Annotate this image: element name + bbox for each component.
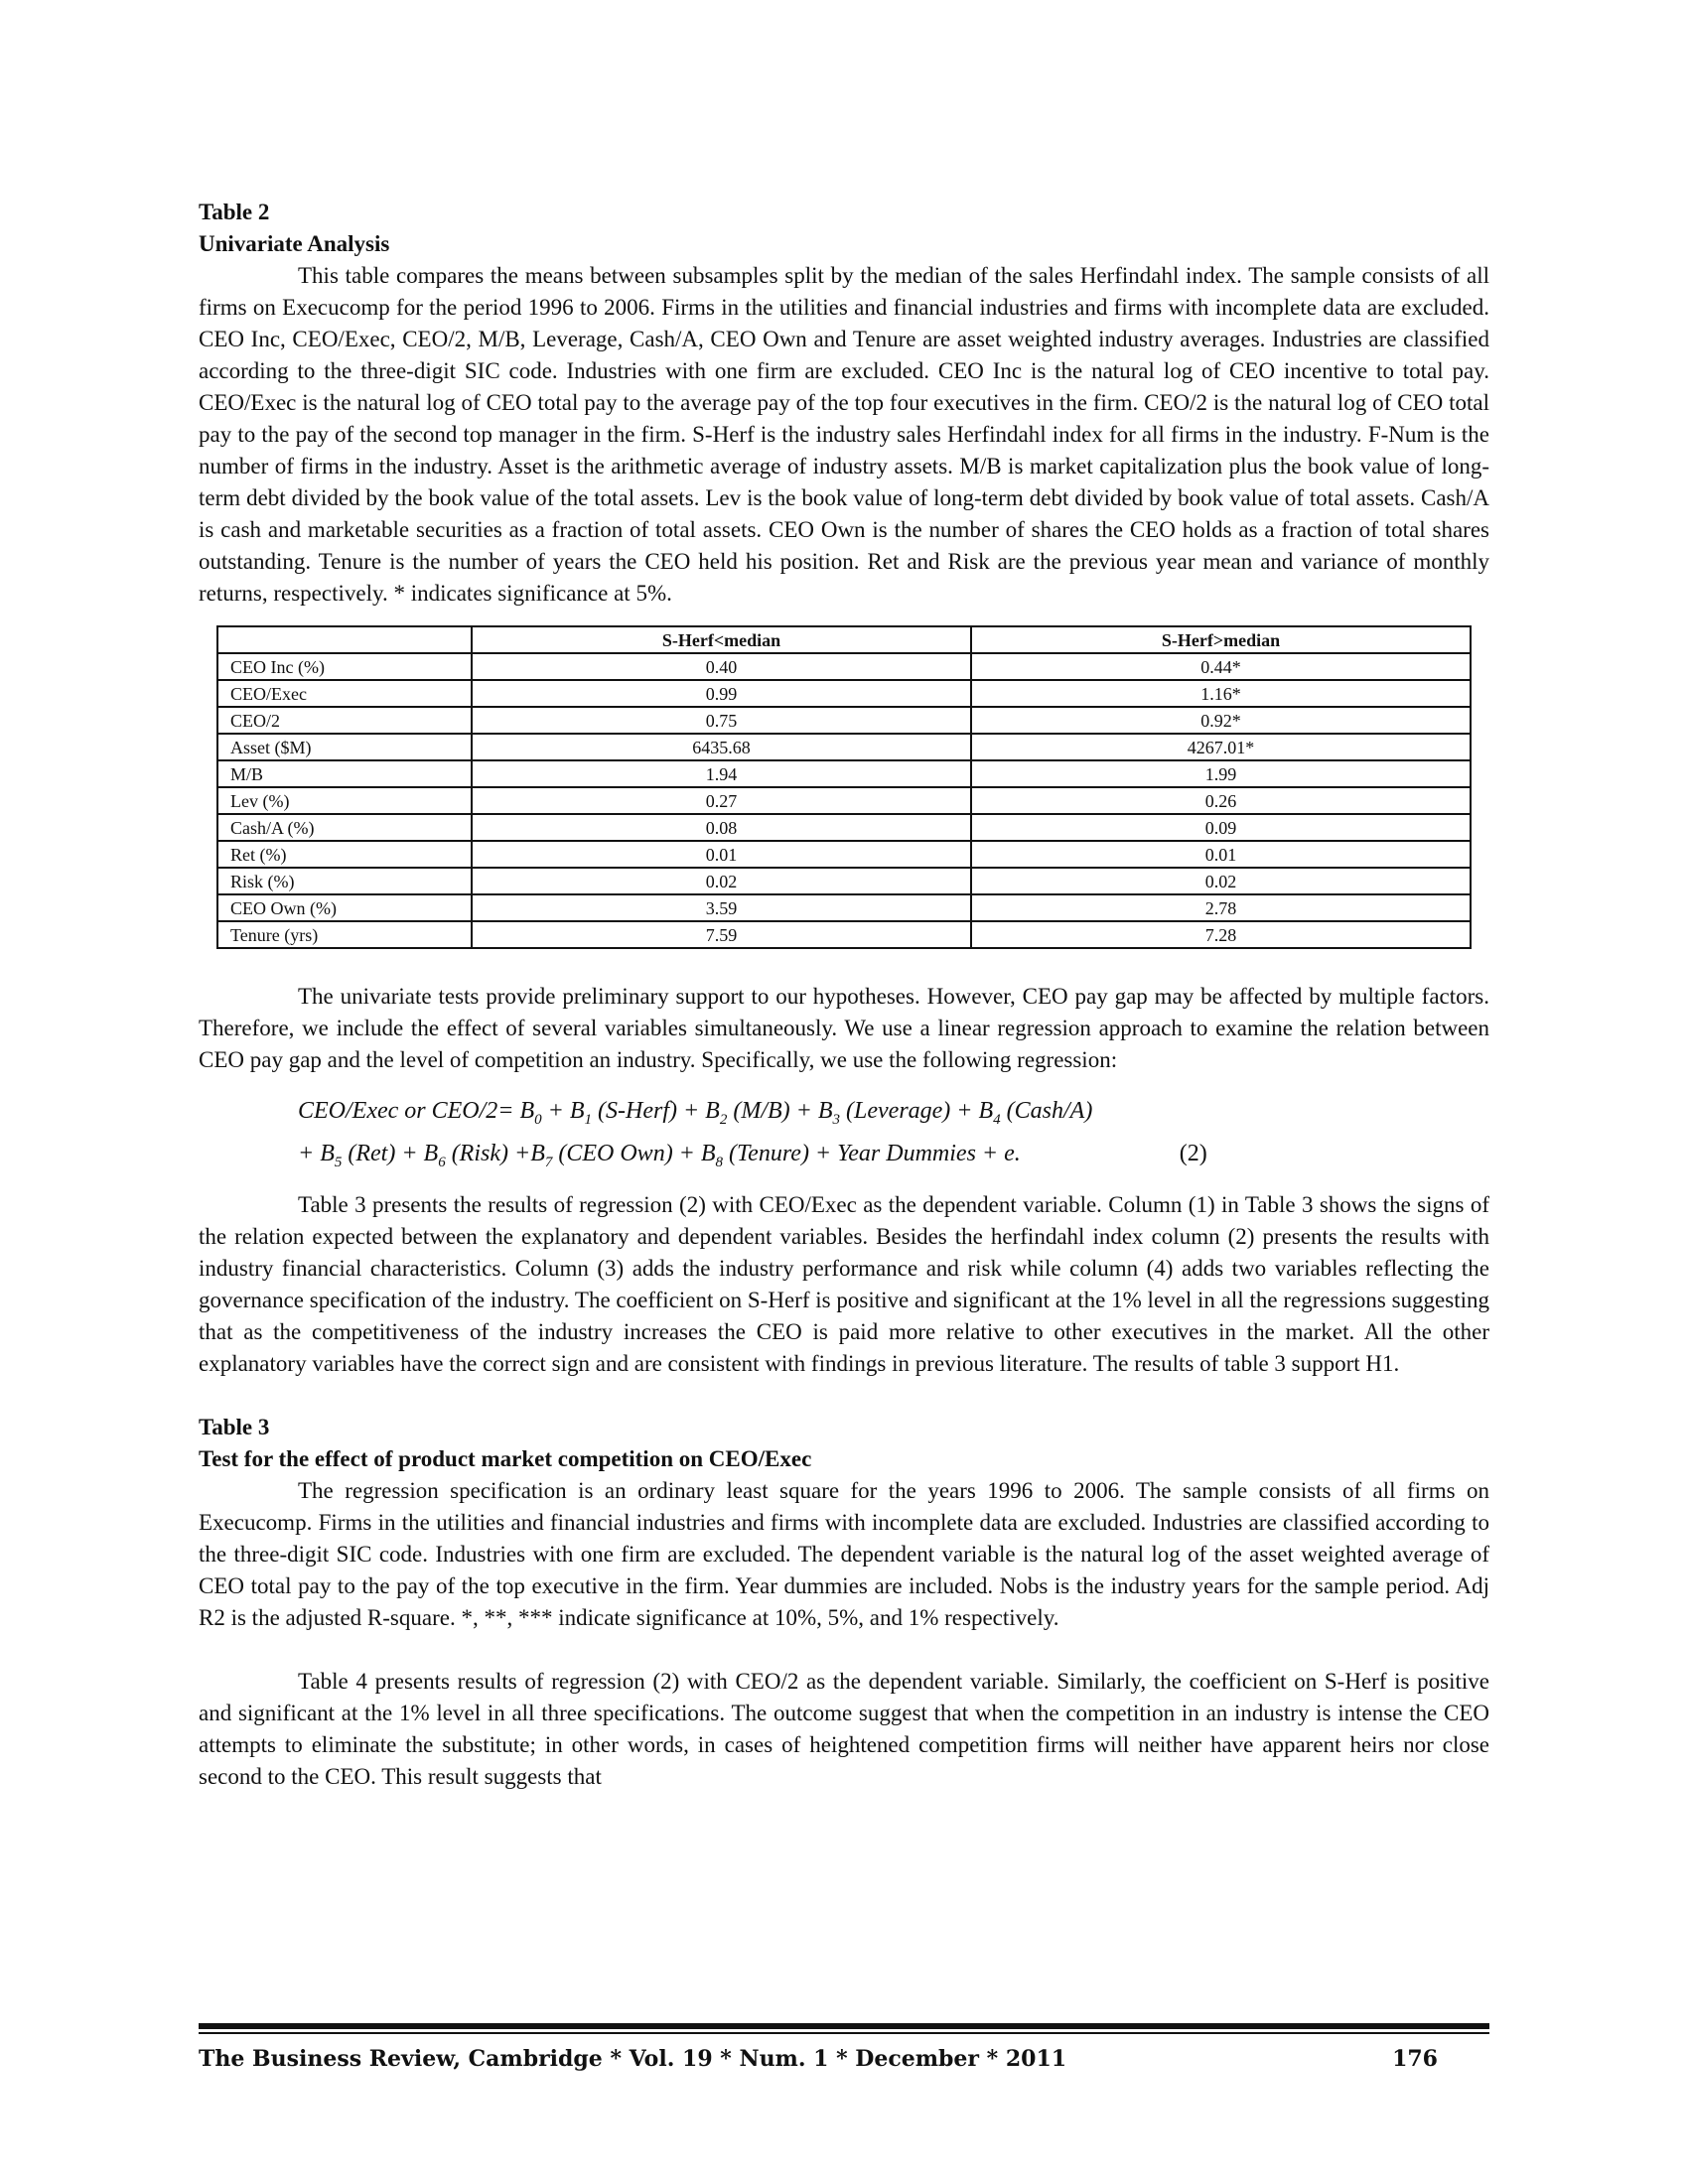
row-label: CEO Own (%) (217, 894, 472, 921)
journal-citation: The Business Review, Cambridge * Vol. 19 * Num. 1 * December * 2011 (199, 2046, 1067, 2072)
row-label: M/B (217, 760, 472, 787)
equation-line-2: + $B_5$ $(Ret) + B_6$ (Risk) $+B_7$ (CEO $Own) + B_8$ (Tenure) + Year Dummies + e. (2) (298, 1140, 1207, 1170)
table-row (217, 814, 1471, 841)
paragraph-univariate: The univariate tests provide preliminary support to our hypotheses. However, CEO pay gap may be affected by multiple factors. Therefore, we include the effect of several variables simultaneously. We use a linear regression approach to examine the relation between CEO pay gap and the level of competition an industry. Specifically, we use the following regression: (199, 984, 1489, 1072)
table-row (217, 841, 1471, 868)
row-label: Risk (%) (217, 868, 472, 894)
cell-below-median: 3.59 (472, 894, 971, 921)
table-row (217, 787, 1471, 814)
row-label: CEO/2 (217, 707, 472, 734)
table2-title: Univariate Analysis (199, 231, 390, 256)
cell-below-median: 6435.68 (472, 734, 971, 760)
cell-above-median: 0.09 (971, 814, 1471, 841)
regression-equation (298, 1094, 1489, 1179)
column-header-low: S-Herf<median (472, 626, 971, 653)
column-header-label (217, 626, 472, 653)
page-number: 176 (1392, 2046, 1438, 2072)
cell-below-median: 0.27 (472, 787, 971, 814)
row-label: Ret (%) (217, 841, 472, 868)
table3-label: Table 3 (199, 1414, 270, 1439)
cell-below-median: 0.08 (472, 814, 971, 841)
cell-above-median: 0.01 (971, 841, 1471, 868)
table-row (217, 868, 1471, 894)
cell-below-median: 1.94 (472, 760, 971, 787)
cell-below-median: 0.40 (472, 653, 971, 680)
cell-below-median: 0.99 (472, 680, 971, 707)
footer-rule-thick (199, 2023, 1489, 2029)
cell-below-median: 0.02 (472, 868, 971, 894)
footer-rule-thin (199, 2032, 1489, 2034)
table2-grid (216, 625, 1472, 949)
table2-body (217, 653, 1471, 948)
paragraph-table4-results: Table 4 presents results of regression (2) with CEO/2 as the dependent variable. Similarly, the coefficient on S-Herf is positive and significant at the 1% level in all three specifications. The outcome suggest that when the competition in an industry is intense the CEO attempts to eliminate the substitute; in other words, in cases of heightened competition firms will neither have apparent heirs nor close second to the CEO. This result suggests that (199, 1668, 1489, 1789)
page-body (199, 197, 1489, 1793)
table3-caption: The regression specification is an ordinary least square for the years 1996 to 2006. The sample consists of all firms on Execucomp. Firms in the utilities and financial industries and firms with incomplete data are excluded. Industries are classified according to the three-digit SIC code. Industries with one firm are excluded. The dependent variable is the natural log of the asset weighted average of CEO total pay to the pay of the top executive in the firm. Year dummies are included. Nobs is the industry years for the sample period. Adj R2 is the adjusted R-square. *, **, *** indicate significance at 10%, 5%, and 1% respectively. (199, 1477, 1489, 1630)
table-row (217, 680, 1471, 707)
cell-above-median: 0.92* (971, 707, 1471, 734)
equation-line-1: CEO/Exec or $CEO/2= B_0 + B_1$ (S-Herf) + $B_2$ $(M/B) + B_3$ (Leverage) + $B_4$ (Cash/A) (298, 1098, 1093, 1128)
table-row (217, 760, 1471, 787)
row-label: CEO Inc (%) (217, 653, 472, 680)
row-label: Cash/A (%) (217, 814, 472, 841)
page-footer (199, 2023, 1489, 2072)
row-label: Lev (%) (217, 787, 472, 814)
table-header-row (217, 626, 1471, 653)
cell-below-median: 7.59 (472, 921, 971, 948)
paragraph-table3-results: Table 3 presents the results of regression (2) with CEO/Exec as the dependent variable. Column (1) in Table 3 shows the signs of the relation expected between the explanatory and dependent variables. Besides the herfindahl index column (2) presents the results with industry financial characteristics. Column (3) adds the industry performance and risk while column (4) adds two variables reflecting the governance specification of the industry. The coefficient on S-Herf is positive and significant at the 1% level in all the regressions suggesting that as the competitiveness of the industry increases the CEO is paid more relative to other executives in the market. All the other explanatory variables have the correct sign and are consistent with findings in previous literature. The results of table 3 support H1. (199, 1191, 1489, 1376)
table2-label: Table 2 (199, 200, 270, 224)
table-row (217, 653, 1471, 680)
cell-above-median: 2.78 (971, 894, 1471, 921)
column-header-high: S-Herf>median (971, 626, 1471, 653)
table2-caption: This table compares the means between subsamples split by the median of the sales Herfindahl index. The sample consists of all firms on Execucomp for the period 1996 to 2006. Firms in the utilities and financial industries and firms with incomplete data are excluded. CEO Inc, CEO/Exec, CEO/2, M/B, Leverage, Cash/A, CEO Own and Tenure are asset weighted industry averages. Industries are classified according to the three-digit SIC code. Industries with one firm are excluded. CEO Inc is the natural log of CEO incentive to total pay. CEO/Exec is the natural log of CEO total pay to the average pay of the top four executives in the firm. CEO/2 is the natural log of CEO total pay to the pay of the second top manager in the firm. S-Herf is the industry sales Herfindahl index for all firms in the industry. F-Num is the number of firms in the industry. Asset is the arithmetic average of industry assets. M/B is market capitalization plus the book value of long-term debt divided by the book value of the total assets. Lev is the book value of long-term debt divided by book value of total assets. Cash/A is cash and marketable securities as a fraction of total assets. CEO Own is the number of shares the CEO holds as a fraction of total shares outstanding. Tenure is the number of years the CEO held his position. Ret and Risk are the previous year mean and variance of monthly returns, respectively. * indicates significance at 5%. (199, 263, 1489, 606)
table-row (217, 734, 1471, 760)
cell-above-median: 0.26 (971, 787, 1471, 814)
row-label: CEO/Exec (217, 680, 472, 707)
cell-below-median: 0.75 (472, 707, 971, 734)
cell-below-median: 0.01 (472, 841, 971, 868)
table-row (217, 894, 1471, 921)
row-label: Tenure (yrs) (217, 921, 472, 948)
cell-above-median: 1.99 (971, 760, 1471, 787)
cell-above-median: 7.28 (971, 921, 1471, 948)
cell-above-median: 4267.01* (971, 734, 1471, 760)
equation-number: (2) (1179, 1140, 1207, 1166)
row-label: Asset ($M) (217, 734, 472, 760)
cell-above-median: 0.44* (971, 653, 1471, 680)
cell-above-median: 1.16* (971, 680, 1471, 707)
table3-title: Test for the effect of product market competition on CEO/Exec (199, 1445, 812, 1471)
table-row (217, 921, 1471, 948)
cell-above-median: 0.02 (971, 868, 1471, 894)
table-row (217, 707, 1471, 734)
